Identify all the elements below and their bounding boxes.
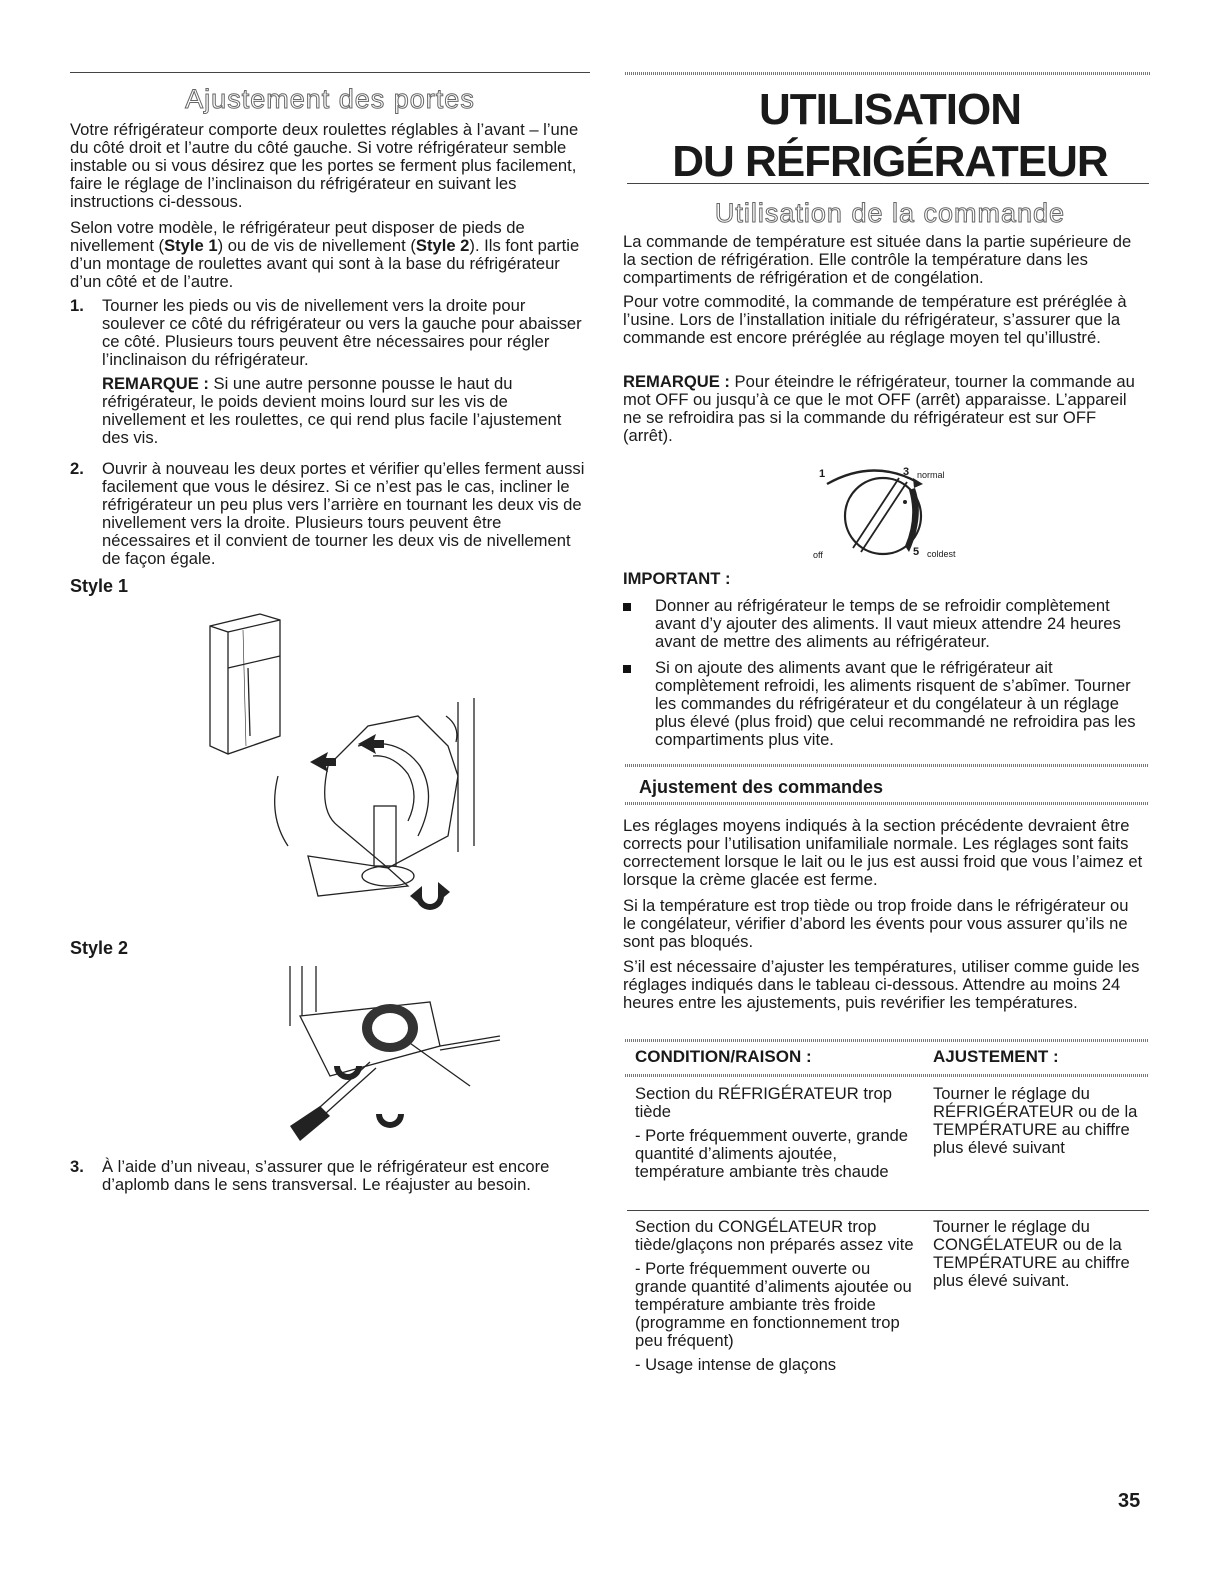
dial-label-1: 1 bbox=[819, 468, 826, 480]
dial-label-3: 3 bbox=[903, 466, 910, 478]
important-bullet-2: Si on ajoute des aliments avant que le réfrigérateur ait complètement refroidi, les aliments risquent de s’abîmer. Tourner les commandes du réfrigérateur et du congélateur à un réglage plus élevé (plus froid) que celui recommandé ne refroidira pas les compartiments plus vite. bbox=[623, 659, 1145, 749]
section-title-control: Utilisation de la commande bbox=[714, 198, 1066, 228]
table-row-2-adjustment: Tourner le réglage du CONGÉLATEUR ou de la TEMPÉRATURE au chiffre plus élevé suivant. bbox=[933, 1217, 1130, 1290]
bullet-square bbox=[623, 665, 631, 673]
top-rule-left bbox=[70, 72, 590, 73]
table-header-hatch bbox=[625, 1074, 1149, 1077]
hatch-above-subtitle bbox=[625, 764, 1149, 767]
control-note: REMARQUE : Pour éteindre le réfrigérateur, tourner la commande au mot OFF ou jusqu’à ce que le mot OFF (arrêt) apparaisse. L’appareil ne se refroidira pas si la commande du réfrigérateur est sur OFF (arrêt). bbox=[623, 372, 1135, 445]
temperature-dial bbox=[813, 460, 993, 566]
subsection-title: Ajustement des commandes bbox=[639, 777, 884, 797]
step-1-number: 1. bbox=[70, 296, 84, 315]
leveling-screw-illustration bbox=[250, 966, 510, 1156]
main-title: UTILISATION DU RÉFRIGÉRATEUR bbox=[672, 85, 1108, 186]
intro-paragraph-1: Votre réfrigérateur comporte deux roulettes réglables à l’avant – l’une du côté droit et l’autre du côté gauche. Si votre réfrigérateur semble instable ou si vous désirez que les portes se ferment plus facilement, faire le réglage de l’inclinaison du réfrigérateur en suivant les instructions ci-dessous. bbox=[70, 120, 579, 211]
table-row-2-condition: Section du CONGÉLATEUR trop tiède/glaçons non préparés assez vite - Porte fréquemment ouverte ou grande quantité d’aliments ajoutée ou température ambiante très froide (programme en fonctionnement trop peu fréquent) - Usage intense de glaçons bbox=[635, 1217, 914, 1374]
style-1-label: Style 1 bbox=[70, 576, 129, 596]
table-top-hatch bbox=[625, 1039, 1149, 1042]
step-3 bbox=[70, 1158, 590, 1194]
table-row-divider bbox=[627, 1210, 1149, 1211]
dial-label-off: off bbox=[813, 550, 823, 560]
bullet-square bbox=[623, 603, 631, 611]
intro-paragraph-2: Selon votre modèle, le réfrigérateur peut disposer de pieds de nivellement (Style 1) ou de vis de nivellement (Style 2). Ils font partie d’un montage de roulettes avant qui sont à la base du réfrigérateur d’un côté et de l’autre. bbox=[70, 218, 580, 291]
important-label: IMPORTANT : bbox=[623, 569, 731, 588]
style-2-label: Style 2 bbox=[70, 938, 129, 958]
important-bullet-1: Donner au réfrigérateur le temps de se refroidir complètement avant d’y ajouter des aliments. Il vaut mieux attendre 24 heures avant de mettre des aliments au réfrigérateur. bbox=[623, 597, 1145, 651]
leveling-leg-illustration bbox=[198, 606, 528, 936]
adjust-paragraph-1: Les réglages moyens indiqués à la section précédente devraient être corrects pour l’utilisation unifamiliale normale. Les réglages sont faits correctement lorsque le lait ou le jus est aussi froid que vous l’aimez et lorsque la crème glacée est ferme. bbox=[623, 816, 1143, 889]
style2-ref: Style 2 bbox=[415, 236, 470, 255]
dial-label-normal: normal bbox=[917, 470, 945, 480]
step-2 bbox=[70, 460, 590, 568]
rule-under-title bbox=[627, 183, 1149, 184]
hatch-below-subtitle bbox=[625, 802, 1149, 805]
step-3-text: À l’aide d’un niveau, s’assurer que le réfrigérateur est encore d’aplomb dans le sens transversal. Le réajuster au besoin. bbox=[102, 1157, 550, 1194]
page-number: 35 bbox=[1118, 1490, 1141, 1512]
adjust-paragraph-3: S’il est nécessaire d’ajuster les températures, utiliser comme guide les réglages indiqués dans le tableau ci-dessous. Attendre au moins 24 heures entre les ajustements, puis revérifier les températures. bbox=[623, 957, 1140, 1012]
step-3-number: 3. bbox=[70, 1157, 84, 1176]
dial-label-5: 5 bbox=[913, 546, 920, 558]
control-paragraph-1: La commande de température est située dans la partie supérieure de la section de réfrigération. Elle contrôle la température dans les compartiments de réfrigération et de congélation. bbox=[623, 232, 1132, 287]
table-row-1-adjustment: Tourner le réglage du RÉFRIGÉRATEUR ou de la TEMPÉRATURE au chiffre plus élevé suivant bbox=[933, 1084, 1138, 1157]
control-paragraph-2: Pour votre commodité, la commande de température est préréglée à l’usine. Lors de l’installation initiale du réfrigérateur, s’assurer que la commande est encore préréglée au réglage moyen tel qu’illustré. bbox=[623, 292, 1127, 347]
step-2-number: 2. bbox=[70, 459, 84, 478]
adjust-paragraph-2: Si la température est trop tiède ou trop froide dans le réfrigérateur ou le congélateur, vérifier d’abord les évents pour vous assurer qu’ils ne sont pas bloqués. bbox=[623, 896, 1129, 951]
style1-ref: Style 1 bbox=[164, 236, 218, 255]
table-row-1-condition: Section du RÉFRIGÉRATEUR trop tiède - Porte fréquemment ouverte, grande quantité d’aliments ajoutée, température ambiante très chaude bbox=[635, 1084, 909, 1181]
table-header-condition: CONDITION/RAISON : bbox=[635, 1047, 812, 1066]
table-header-adjustment: AJUSTEMENT : bbox=[933, 1047, 1059, 1066]
dial-label-coldest: coldest bbox=[927, 549, 956, 559]
step-1-text: Tourner les pieds ou vis de nivellement vers la droite pour soulever ce côté du réfrigérateur ou vers la gauche pour abaisser ce côté. Plusieurs tours peuvent être nécessaires pour régler l’inclinaison du réfrigérateur. bbox=[102, 296, 582, 369]
step-1-note: REMARQUE : Si une autre personne pousse le haut du réfrigérateur, le poids devient moins lourd sur les vis de nivellement et les roulettes, ce qui rend plus facile l’ajustement des vis. bbox=[102, 374, 562, 447]
top-hatch-right bbox=[625, 72, 1150, 75]
step-2-text: Ouvrir à nouveau les deux portes et vérifier qu’elles ferment aussi facilement que vous le désirez. Si ce n’est pas le cas, incliner le réfrigérateur un peu plus vers l’arrière en tournant les deux vis de nivellement vers la droite. Plusieurs tours peuvent être nécessaires et il convient de tourner les deux vis de nivellement de façon égale. bbox=[102, 459, 585, 568]
step-1 bbox=[70, 297, 590, 447]
section-title-doors: Ajustement des portes bbox=[185, 84, 475, 114]
